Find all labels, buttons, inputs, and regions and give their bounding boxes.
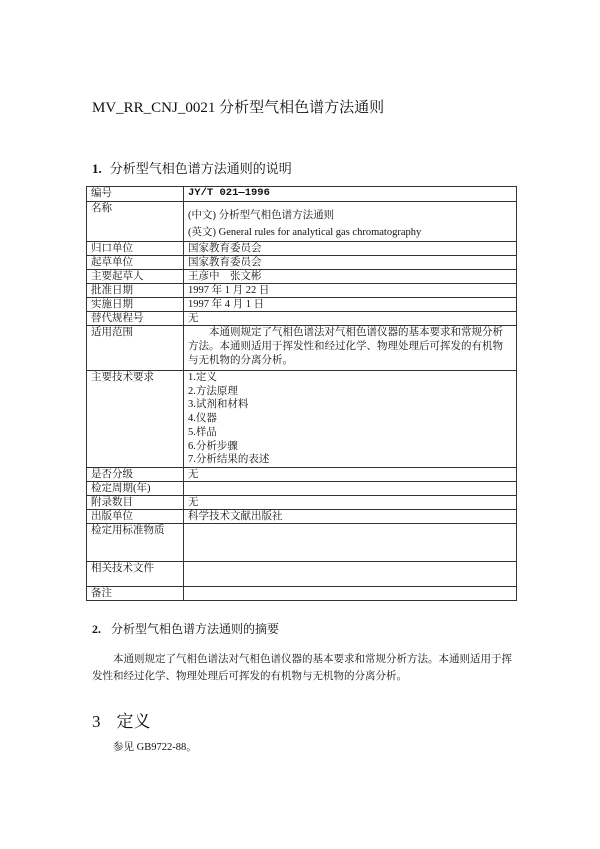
row-label: 附录数目 [87,495,184,509]
table-row [87,523,517,561]
section-number: 1. [92,161,102,176]
row-label: 名称 [87,202,184,242]
row-label: 归口单位 [87,242,184,256]
row-value: 王彦中 张文彬 [184,270,517,284]
table-row [87,298,517,312]
row-label: 编号 [87,187,184,202]
requirement-item: 3.试剂和材料 [188,399,249,411]
section-title: 定义 [116,712,151,731]
row-value: 1997 年 1 月 22 日 [184,284,517,298]
section-1-heading [92,158,292,177]
row-value [184,586,517,600]
table-row [87,561,517,586]
row-label: 适用范围 [87,326,184,371]
row-value: 国家教育委员会 [184,242,517,256]
section-2-heading [92,620,279,637]
row-label: 主要起草人 [87,270,184,284]
row-label: 起草单位 [87,256,184,270]
row-value: 1997 年 4 月 1 日 [184,298,517,312]
name-en: (英文) General rules for analytical gas chromatography [188,227,422,238]
row-value [184,561,517,586]
row-label: 出版单位 [87,509,184,523]
table-row [87,326,517,371]
row-label: 检定用标准物质 [87,523,184,561]
row-value: 国家教育委员会 [184,256,517,270]
table-row [87,509,517,523]
section-3-heading [92,707,151,732]
table-row [87,312,517,326]
document-title: MV_RR_CNJ_0021 分析型气相色谱方法通则 [92,100,385,116]
table-row [87,284,517,298]
row-label: 是否分级 [87,467,184,481]
section-title: 分析型气相色谱方法通则的说明 [109,161,292,176]
table-row [87,270,517,284]
requirement-item: 2.方法原理 [188,385,238,397]
table-row [87,481,517,495]
table-row [87,586,517,600]
row-value: 无 [184,467,517,481]
section-number: 2. [92,622,101,636]
row-label: 批准日期 [87,284,184,298]
table-row [87,187,517,202]
table-row [87,256,517,270]
table-row [87,467,517,481]
row-value: 无 [184,495,517,509]
row-value: JY/T 021—1996 [184,187,517,202]
table-row [87,202,517,242]
requirement-item: 6.分析步骤 [188,440,238,452]
row-label: 主要技术要求 [87,371,184,468]
section-title: 分析型气相色谱方法通则的摘要 [111,622,280,636]
row-label: 替代规程号 [87,312,184,326]
row-label: 相关技术文件 [87,561,184,586]
requirement-item: 5.样品 [188,426,217,438]
row-label: 实施日期 [87,298,184,312]
name-zh: (中文) 分析型气相色谱方法通则 [188,210,335,221]
requirement-item: 4.仪器 [188,413,217,425]
row-value: 无 [184,312,517,326]
table-row [87,371,517,468]
row-label: 检定周期(年) [87,481,184,495]
table-row [87,495,517,509]
section-number: 3 [92,712,101,731]
requirement-item: 1.定义 [188,372,217,383]
info-table [86,186,517,601]
row-value [184,481,517,495]
requirement-item: 7.分析结果的表述 [188,454,270,466]
section-3-body: 参见 GB9722-88。 [113,742,197,753]
table-row [87,242,517,256]
scope-text: 本通则规定了气相色谱法对气相色谱仪器的基本要求和常规分析方法。本通则适用于挥发性和经过化学、物理处理后可挥发的有机物与无机物的分离分析。 [184,326,517,371]
section-2-body: 本通则规定了气相色谱法对气相色谱仪器的基本要求和常规分析方法。本通则适用于挥发性和经过化学、物理处理后可挥发的有机物与无机物的分离分析。 [92,654,512,682]
row-value: 科学技术文献出版社 [184,509,517,523]
row-value [184,523,517,561]
row-label: 备注 [87,586,184,600]
